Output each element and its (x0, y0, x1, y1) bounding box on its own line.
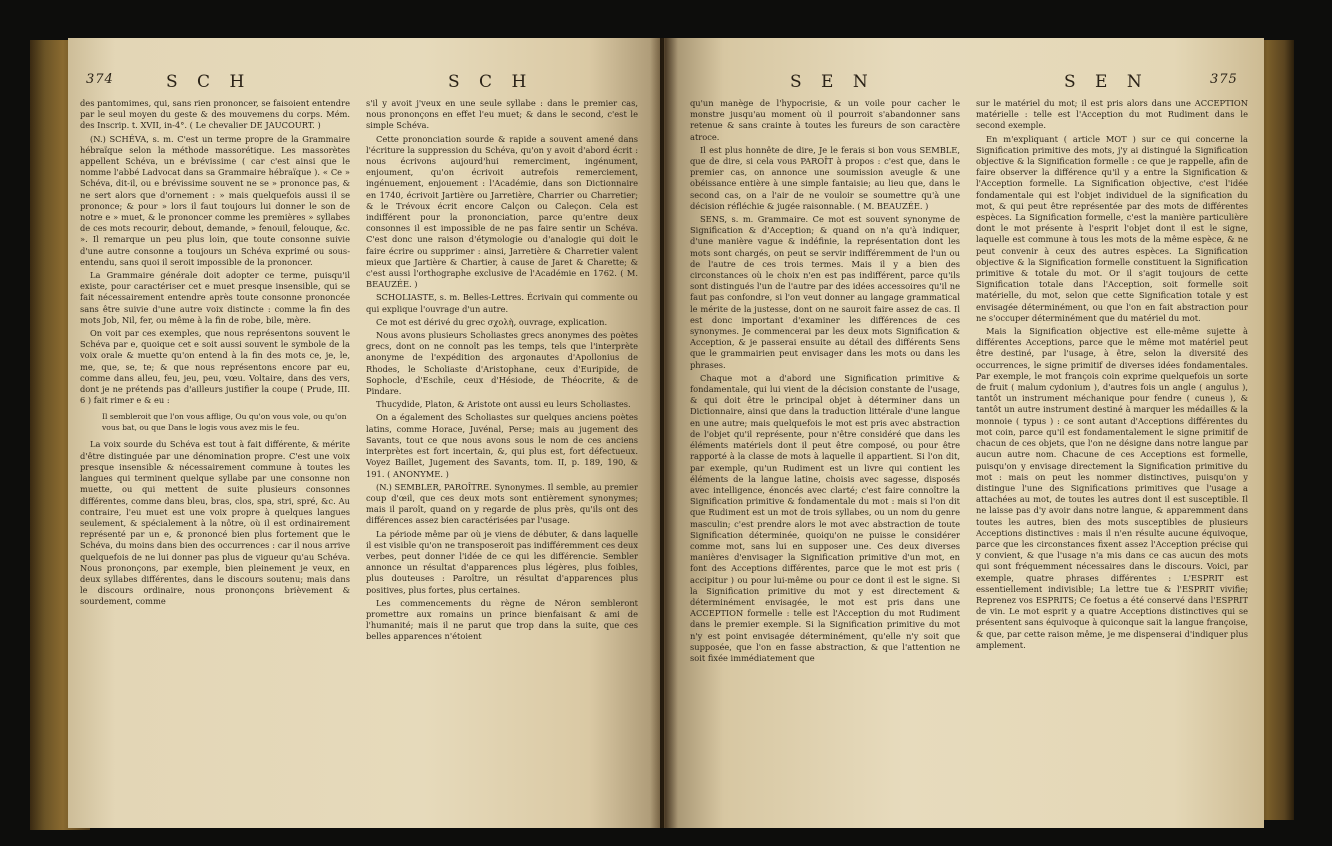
paragraph: Mais la Signification objective est elle-même sujette à différentes Acceptions, parce que le même mot matériel peut être destiné, par l'usage, à être, selon la diversité des occurrences, le signe primitif de diverses idées fondamentales. Par exemple, le mot françois coin exprime quelquefois un sorte de fruit ( malum cydonium ), d'autres fois un angle ( angulus ), tantôt un instrument méchanique pour fendre ( cuneus ), & tantôt un autre instrument destiné à marquer les médailles & la monnoie ( typus ) : ce sont autant d'Acceptions différentes du mot coin, parce qu'il est fondamentalement le signe primitif de chacun de ces objets, que l'on ne désigne dans notre langue par aucun autre nom. Chacune de ces Acceptions est formelle, puisqu'on y envisage directement la Signification primitive du mot : mais on peut les nommer distinctives, puisqu'on y distingue l'une des Significations primitives que l'usage a attachées au mot, de toutes les autres dont il est susceptible. Il ne laisse pas d'y avoir dans notre langue, & apparemment dans toutes les autres, bien des mots susceptibles de plusieurs Acceptions distinctives : mais il n'en résulte aucune équivoque, parce que les circonstances fixent assez l'Acception précise qui y convient, & que l'usage n'a mis dans ce cas aucun des mots qui sont fréquemment nécessaires dans le discours. Voici, par exemple, quatre phrases différentes : L'ESPRIT est essentiellement indivisible; La lettre tue & l'ESPRIT vivifie; Reprenez vos ESPRITS; Ce foetus a été conservé dans l'ESPRIT de vin. Le mot esprit y a quatre Acceptions distinctives qui se présentent sans équivoque à quiconque sait la langue françoise, & que, par cette raison même, je me dispenserai d'indiquer plus amplement. (976, 326, 1248, 650)
page-number: 375 (1210, 72, 1238, 87)
book-gutter (650, 38, 678, 828)
paragraph: La Grammaire générale doit adopter ce terme, puisqu'il existe, pour caractériser cet e muet presque insensible, qui se fait nécessairement entendre après toute consonne prononcée sans être suivie d'une autre voix distincte : comme la fin des mots Job, Nil, fer, ou même à la fin de robe, bile, mère. (80, 270, 350, 325)
paragraph: SCHOLIASTE, s. m. Belles-Lettres. Écrivain qui commente ou qui explique l'ouvrage d'un autre. (366, 292, 638, 314)
paragraph: Les commencements du règne de Néron sembleront promettre aux romains un prince bienfaisant & ami de l'humanité; mais il ne parut que trop dans la suite, que ces belles apparences n'étoient (366, 597, 638, 642)
text-column (366, 98, 638, 818)
paragraph: des pantomimes, qui, sans rien prononcer, se faisoient entendre par le seul moyen du geste & des mouvemens du corps. Mém. des Inscrip. t. XVII, in-4°. ( Le chevalier DE JAUCOURT. ) (80, 98, 350, 131)
text-column (690, 98, 960, 818)
paragraph: SENS, s. m. Grammaire. Ce mot est souvent synonyme de Signification & d'Acception; & quand on n'a qu'à indiquer, d'une manière vague & indéfinie, la représentation dont les mots sont chargés, on peut se servir indifféremment de l'un ou de l'autre de ces trois termes. Mais il y a bien des circonstances où le choix n'en est pas indifférent, parce qu'ils sont distingués l'un de l'autre par des idées accessoires qu'il ne faut pas confondre, si l'on veut donner au langage grammatical le mérite de la justesse, dont on ne sauroit faire assez de cas. Il est donc important d'examiner les différences de ces synonymes. Je commencerai par les deux mots Signification & Acception, & je passerai ensuite au détail des différents Sens que le grammairien peut envisager dans les mots ou dans les phrases. (690, 214, 960, 370)
paragraph: Il est plus honnête de dire, Je le ferais si bon vous SEMBLE, que de dire, si cela vous PAROÎT à propos : c'est que, dans le premier cas, on annonce une soumission aveugle & une obéissance entière à une simple fantaisie; au lieu que, dans le second cas, on a l'air de ne vouloir se soumettre qu'à une décision réfléchie & jugée raisonnable. ( M. BEAUZÉE. ) (690, 144, 960, 211)
verse-quote: Il sembleroit que l'on vous afflige, Ou qu'on vous vole, ou qu'on vous bat, ou que Dans le logis vous avez mis le feu. (102, 412, 347, 432)
paragraph: s'il y avoit j'veux en une seule syllabe : dans le premier cas, nous prononçons en effet l'eu muet; & dans le second, c'est le simple Schéva. (366, 98, 638, 131)
running-head: S E N (1064, 72, 1149, 92)
paragraph: (N.) SCHÉVA, s. m. C'est un terme propre de la Grammaire hébraïque selon la méthode massorétique. Les massorètes appellent Schéva, un e brévissime ( car c'est ainsi que le nomme l'abbé Ladvocat dans sa Grammaire hébraïque ). « Ce » Schéva, dit-il, ou e brévissime souvent ne se » prononce pas, & ne sert alors que d'ornement : » mais quelquefois aussi il se prononce; & pour » lors il faut toujours lui donner le son de notre e » muet, & le prononcer comme les premières » syllabes de ces mots recourir, debout, demande, » fenouil, felouque, &c. ». Il remarque un peu plus loin, que toute consonne suivie d'une autre consonne a toujours un Schéva exprimé ou sous-entendu, sans quoi il seroit impossible de la prononcer. (80, 133, 350, 267)
paragraph: Nous avons plusieurs Scholiastes grecs anonymes des poètes grecs, dont on ne connoît pas les temps, tels que l'interprète anonyme de l'expédition des argonautes d'Apollonius de Rhodes, le Scholiaste d'Aristophane, ceux d'Euripide, de Sophocle, d'Eschile, ceux d'Hésiode, de Théocrite, & de Pindare. (366, 330, 638, 397)
right-page (664, 38, 1264, 828)
paragraph: La voix sourde du Schéva est tout à fait différente, & mérite d'être distinguée par une dénomination propre. C'est une voix presque insensible & nécessairement commune à toutes les langues qui terminent quelque syllabe par une consonne non muette, ou qui mettent de suite plusieurs consonnes différentes, comme dans bleu, bras, clos, spa, stri, spré, &c. Au contraire, l'eu muet est une voix propre à quelques langues seulement, & spécialement à la nôtre, où il est ordinairement représenté par un e, & prononcé bien plus fortement que le Schéva, du moins dans bien des occurrences : car il nous arrive quelquefois de ne lui donner pas plus de vigueur qu'au Schéva. Nous prononçons, par exemple, bien pleinement je veux, en deux syllabes différentes, dans le discours soutenu; mais dans le discours ordinaire, nous prononçons brièvement & sourdement, comme (80, 439, 350, 607)
running-head: S C H (166, 72, 252, 92)
paragraph: On voit par ces exemples, que nous représentons souvent le Schéva par e, quoique cet e soit aussi souvent le symbole de la voix orale & muette qu'on entend à la fin des mots ce, je, le, me, que, se, te; & que nous représentons encore par eu, comme dans alleu, feu, jeu, peu, vœu. Voltaire, dans des vers, dont je ne prétends pas d'ailleurs justifier la coupe ( Prude, III. 6 ) fait rimer e & eu : (80, 328, 350, 406)
running-head: S C H (448, 72, 534, 92)
paragraph: sur le matériel du mot; il est pris alors dans une ACCEPTION matérielle : telle est l'Acception du mot Rudiment dans le second exemple. (976, 98, 1248, 131)
left-page (68, 38, 660, 828)
paragraph: Thucydide, Platon, & Aristote ont aussi eu leurs Scholiastes. (376, 399, 631, 410)
paragraph: (N.) SEMBLER, PAROÎTRE. Synonymes. Il semble, au premier coup d'œil, que ces deux mots sont entièrement synonymes; mais il paroît, quand on y regarde de plus près, qu'ils ont des différences assez bien caractérisées par l'usage. (366, 481, 638, 526)
paragraph: Ce mot est dérivé du grec σχολὴ, ouvrage, explication. (376, 316, 608, 327)
paragraph: On a également des Scholiastes sur quelques anciens poètes latins, comme Horace, Juvénal, Perse; mais au jugement des Savants, tout ce que nous avons sous le nom de ces anciens interprètes est fort incertain, &, qui plus est, fort défectueux. Voyez Baillet, Jugement des Savants, tom. II, p. 189, 190, & 191. ( ANONYME. ) (366, 412, 638, 479)
running-head: S E N (790, 72, 875, 92)
paragraph: qu'un manège de l'hypocrisie, & un voile pour cacher le monstre jusqu'au moment où il pourroit s'abandonner sans retenue & sans crainte à toutes les fureurs de son caractère atroce. (690, 98, 960, 142)
paragraph: En m'expliquant ( article MOT ) sur ce qui concerne la Signification primitive des mots, j'y ai distingué la Signification objective & la Signification formelle : ce que je rappelle, afin de faire observer la différence qu'il y a entre la Signification & l'Acception formelle. La Signification objective, c'est l'idée fondamentale qui est l'objet individuel de la signification du mot, & qui peut être représentée par des mots de différentes espèces. La Signification formelle, c'est la manière particulière dont le mot présente à l'esprit l'objet dont il est le signe, laquelle est commune à tous les mots de la même espèce, & ne peut convenir à ceux des autres espèces. La Signification objective & la Signification formelle constituent la Signification primitive & totale du mot. Or il s'agit toujours de cette Signification totale dans l'Acception, soit formelle soit matérielle, du mot, selon que cette Signification totale y est envisagée déterminément, ou que l'on en fait abstraction pour ne s'occuper déterminément que du matériel du mot. (976, 133, 1248, 323)
page-number: 374 (86, 72, 114, 87)
paragraph: Chaque mot a d'abord une Signification primitive & fondamentale, qui lui vient de la décision constante de l'usage, & qui doit être le principal objet à déterminer dans un Dictionnaire, ainsi que dans la traduction littérale d'une langue en une autre; mais quelquefois le mot est pris avec abstraction de l'objet qu'il représente, pour n'être considéré que dans les éléments matériels dont il peut être composé, ou pour être rapporté à la classe de mots à laquelle il appartient. Si l'on dit, par exemple, qu'un Rudiment est un livre qui contient les éléments de la langue latine, choisis avec sagesse, disposés avec intelligence, énoncés avec clarté; c'est faire connoître la Signification primitive & fondamentale du mot : mais si l'on dit que Rudiment est un mot de trois syllabes, ou un nom du genre masculin; c'est prendre alors le mot avec abstraction de toute Signification déterminée, quoiqu'on ne puisse le considérer comme mot, sans lui en supposer une. Ces deux diverses manières d'envisager la Signification primitive d'un mot, en font des Acceptions différentes, parce que le mot est pris ( accipitur ) ou pour lui-même ou pour ce dont il est le signe. Si la Signification primitive du mot y est directement & déterminément envisagée, le mot est pris dans une ACCEPTION formelle : telle est l'Acception du mot Rudiment dans le premier exemple. Si la Signification primitive du mot n'y est point envisagée déterminément, qu'elle n'y soit que supposée, que l'on en fasse abstraction, & que l'attention ne soit fixée immédiatement que (690, 372, 960, 663)
text-column (976, 98, 1248, 818)
paragraph: La période même par où je viens de débuter, & dans laquelle il est visible qu'on ne transposeroit pas indifféremment ces deux verbes, peut donner l'idée de ce qui les différencie. Sembler annonce un résultat d'apparences plus légères, plus foibles, plus douteuses : Paroître, un résultat d'apparences plus positives, plus fortes, plus certaines. (366, 528, 638, 595)
paragraph: Cette prononciation sourde & rapide a souvent amené dans l'écriture la suppression du Schéva, qu'on y avoit d'abord écrit : nous écrivons aujourd'hui remerciment, ingénument, enjoument, qu'on écrivoit autrefois remerciement, ingénuement, enjouement : l'Académie, dans son Dictionnaire en 1740, écrivoit Jartière ou Jarretière, Charrier ou Charretier; & le Trévoux écrit encore Calçon ou Caleçon. Cela est indifférent pour la prononciation, parce qu'entre deux consonnes il est impossible de ne pas faire sentir un Schéva. C'est donc une raison d'étymologie ou d'analogie qui doit le faire écrire ou supprimer : ainsi, Jarretière & Charretier valent mieux que Jartière & Chartier, à cause de Jaret & Charette; & c'est aussi l'orthographe exclusive de l'Académie en 1762. ( M. BEAUZÉE. ) (366, 133, 638, 290)
text-column (80, 98, 350, 818)
